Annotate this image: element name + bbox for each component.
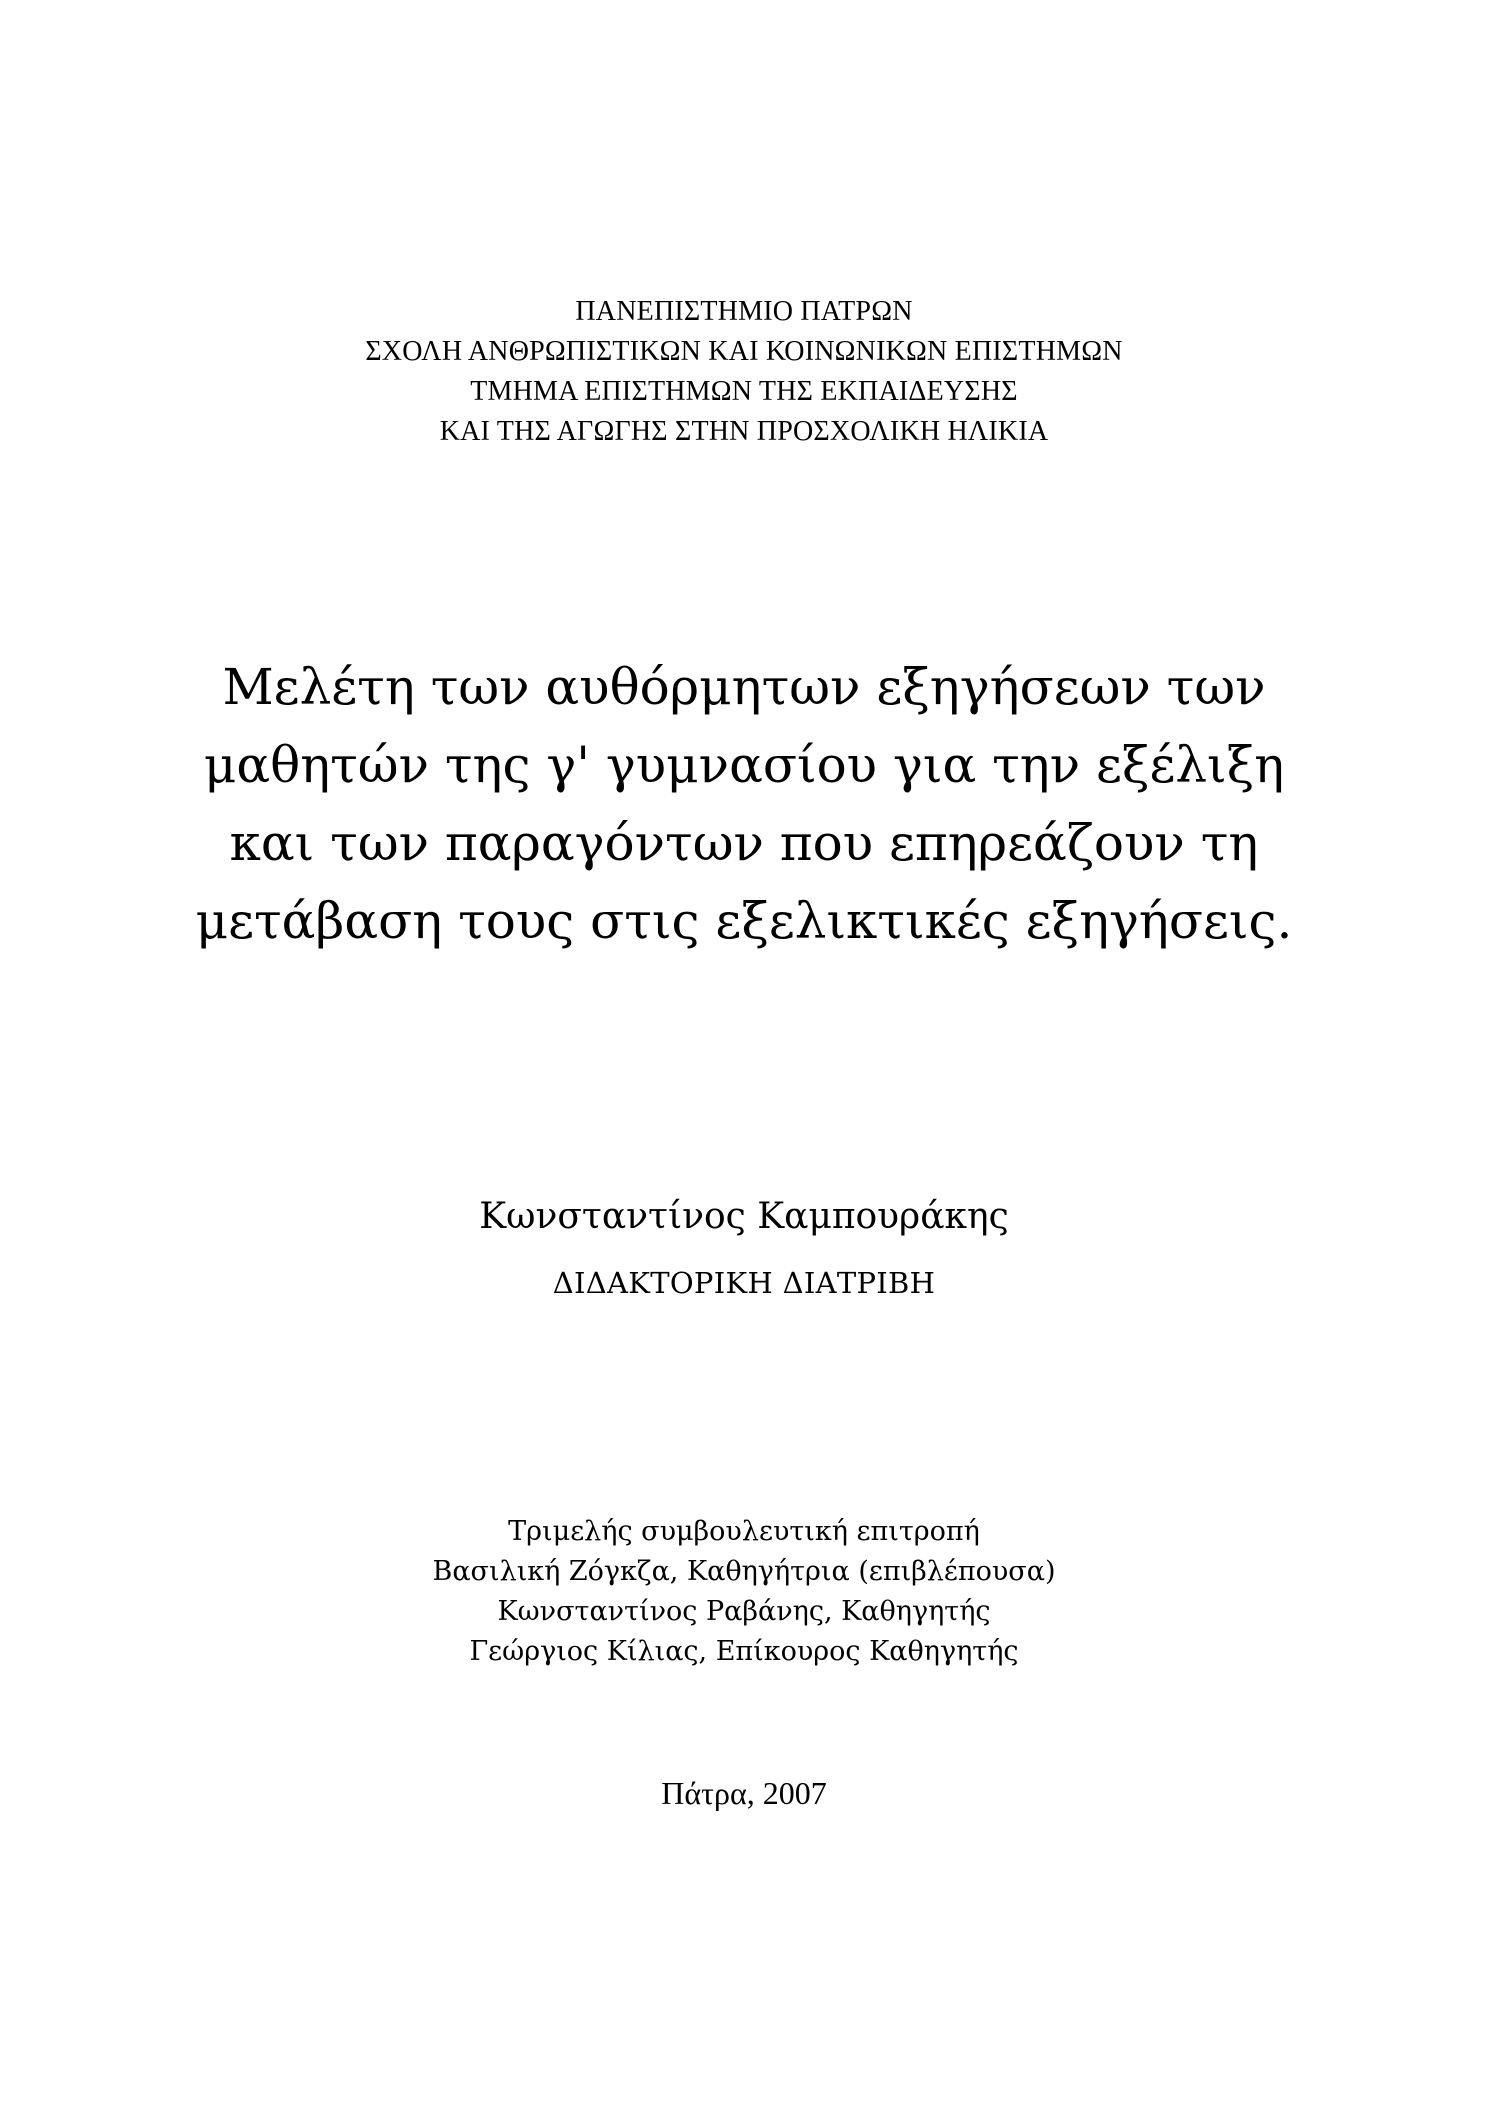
committee-heading: Τριμελής συμβουλευτική επιτροπή <box>508 1516 980 1547</box>
school-name: ΣΧΟΛΗ ΑΝΘΡΩΠΙΣΤΙΚΩΝ ΚΑΙ ΚΟΙΝΩΝΙΚΩΝ ΕΠΙΣΤΗΜΩΝ <box>365 336 1123 367</box>
author-name: Κωνσταντίνος Καμπουράκης <box>479 1196 1009 1237</box>
department-name-line-2: ΚΑΙ ΤΗΣ ΑΓΩΓΗΣ ΣΤΗΝ ΠΡΟΣΧΟΛΙΚΗ ΗΛΙΚΙΑ <box>439 416 1049 447</box>
institution-header <box>0 292 1488 452</box>
advisory-committee <box>0 1512 1488 1672</box>
title-line: Μελέτη των αυθόρμητων εξηγήσεων των <box>222 658 1266 716</box>
committee-member: Γεώργιος Κίλιας, Επίκουρος Καθηγητής <box>469 1636 1019 1667</box>
committee-member: Κωνσταντίνος Ραβάνης, Καθηγητής <box>497 1596 991 1627</box>
department-name-line-1: ΤΜΗΜΑ ΕΠΙΣΤΗΜΩΝ ΤΗΣ ΕΚΠΑΙΔΕΥΣΗΣ <box>470 376 1018 407</box>
university-name: ΠΑΝΕΠΙΣΤΗΜΙΟ ΠΑΤΡΩΝ <box>575 296 913 327</box>
title-line: μαθητών της γ' γυμνασίου για την εξέλιξη <box>203 736 1285 794</box>
place-and-date: Πάτρα, 2007 <box>661 1775 827 1811</box>
title-line: και των παραγόντων που επηρεάζουν τη <box>229 814 1259 872</box>
document-type: ΔΙΔΑΚΤΟΡΙΚΗ ΔΙΑΤΡΙΒΗ <box>552 1266 936 1300</box>
committee-member: Βασιλική Ζόγκζα, Καθηγήτρια (επιβλέπουσα) <box>432 1556 1056 1587</box>
title-line: μετάβαση τους στις εξελικτικές εξηγήσεις. <box>195 892 1293 950</box>
thesis-title <box>0 648 1488 960</box>
